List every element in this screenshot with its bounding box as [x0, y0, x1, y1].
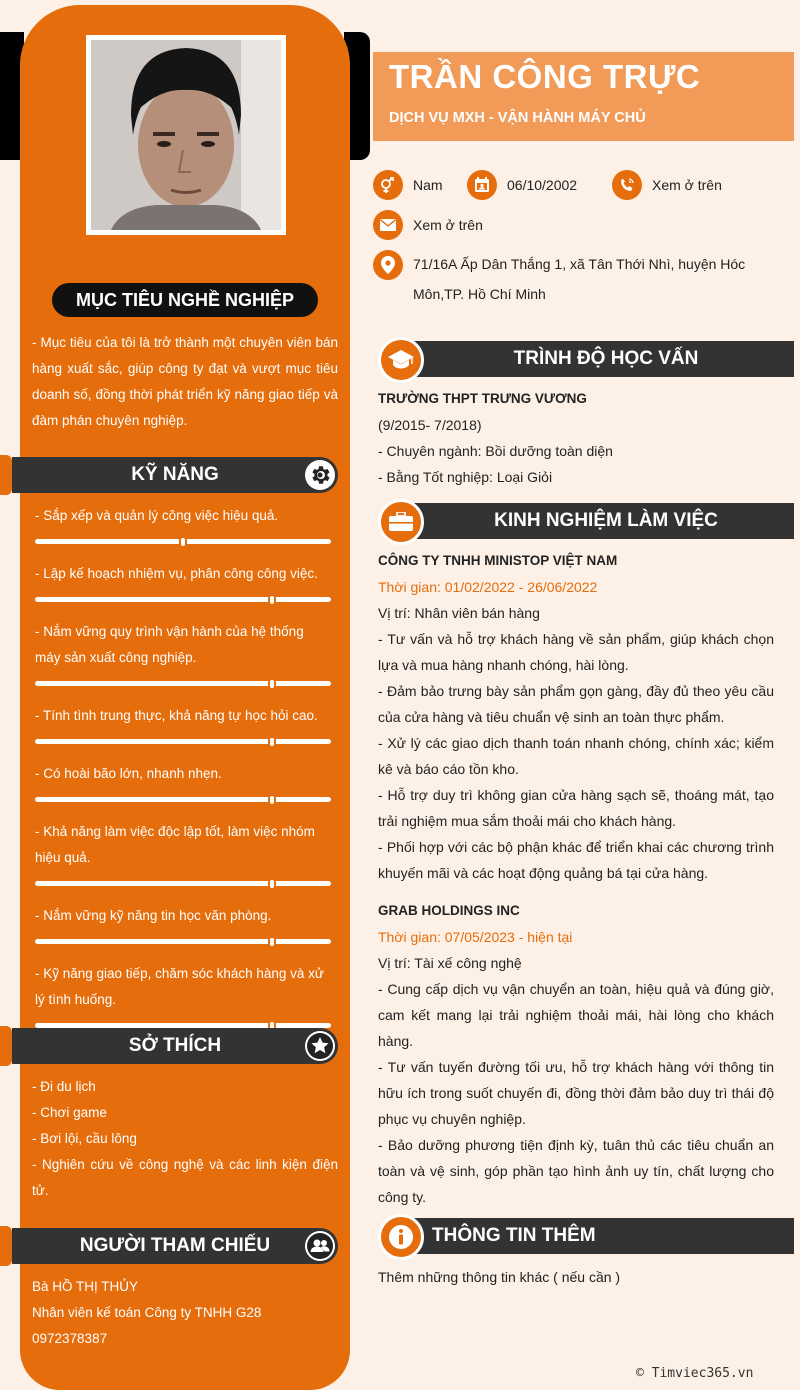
phone-value: Xem ở trên — [652, 177, 722, 193]
contact-birthday — [467, 170, 577, 200]
job-duty: - Bảo dưỡng phương tiện định kỳ, tuân thủ các tiêu chuẩn an toàn và vệ sinh, góp phần tạo hình ảnh uy tín, chất lượng cho công ty. — [378, 1137, 774, 1205]
skill-bar — [35, 539, 331, 544]
skill-label: - Kỹ năng giao tiếp, chăm sóc khách hàng và xử lý tình huống. — [35, 966, 324, 1007]
job-duty: - Hỗ trợ duy trì không gian cửa hàng sạch sẽ, thoáng mát, tạo trải nghiệm mua sắm thoải mái cho khách hàng. — [378, 787, 774, 829]
extra-title: THÔNG TIN THÊM — [398, 1218, 794, 1254]
references-title: NGƯỜI THAM CHIẾU — [79, 1235, 271, 1256]
graduation-cap-icon — [378, 337, 424, 383]
experience-heading — [378, 501, 794, 539]
skill-label: - Lập kế hoạch nhiệm vụ, phân công công việc. — [35, 566, 318, 581]
skill-label: - Sắp xếp và quản lý công việc hiệu quả. — [35, 508, 279, 523]
skill-label: - Có hoài bão lớn, nhanh nhẹn. — [35, 766, 222, 781]
skill-knob — [268, 878, 276, 890]
education-line: - Bằng Tốt nghiệp: Loại Giỏi — [378, 469, 553, 485]
education-period: (9/2015- 7/2018) — [378, 417, 482, 433]
hobby-item: - Bơi lội, cầu lông — [32, 1131, 137, 1146]
star-icon — [305, 1031, 335, 1061]
skill-knob — [179, 536, 187, 548]
school-name: TRƯỜNG THPT TRƯNG VƯƠNG — [378, 391, 587, 406]
job-period: Thời gian: 01/02/2022 - 26/06/2022 — [378, 579, 598, 595]
calendar-icon — [467, 170, 497, 200]
job-position: Vị trí: Nhân viên bán hàng — [378, 605, 540, 621]
skill-label: - Nắm vững quy trình vận hành của hệ thống máy sản xuất công nghiệp. — [35, 624, 304, 665]
references-heading — [12, 1228, 338, 1264]
hobby-item: - Nghiên cứu về công nghệ và các linh kiện điện tử. — [32, 1157, 338, 1198]
contact-phone — [612, 170, 722, 200]
skills-title: KỸ NĂNG — [131, 464, 219, 485]
company-name: CÔNG TY TNHH MINISTOP VIỆT NAM — [378, 553, 618, 568]
job-duty: - Phối hợp với các bộ phận khác để triển khai các chương trình khuyến mãi và các hoạt động quảng bá tại cửa hàng. — [378, 839, 774, 881]
skill-item — [35, 703, 331, 744]
full-name: TRẦN CÔNG TRỰC — [389, 58, 701, 95]
job-duty: - Tư vấn và hỗ trợ khách hàng về sản phẩm, giúp khách chọn lựa và mua hàng nhanh chóng, hài lòng. — [378, 631, 774, 673]
education-line: - Chuyên ngành: Bồi dưỡng toàn diện — [378, 443, 613, 459]
skill-bar — [35, 881, 331, 886]
hobbies-heading — [12, 1028, 338, 1064]
job-period: Thời gian: 07/05/2023 - hiện tại — [378, 929, 573, 945]
header-box — [373, 52, 794, 141]
skill-item — [35, 761, 331, 802]
extra-text: Thêm những thông tin khác ( nếu cần ) — [378, 1269, 621, 1285]
hobbies-title: SỞ THÍCH — [128, 1035, 222, 1056]
skill-knob — [268, 594, 276, 606]
skill-knob — [268, 678, 276, 690]
address-line2: Môn,TP. Hồ Chí Minh — [413, 286, 546, 302]
info-icon — [378, 1214, 424, 1260]
gender-value: Nam — [413, 177, 443, 193]
skill-label: - Nắm vững kỹ năng tin học văn phòng. — [35, 908, 272, 923]
people-icon — [305, 1231, 335, 1261]
hobby-item: - Chơi game — [32, 1105, 107, 1120]
skill-knob — [268, 736, 276, 748]
reference-phone: 0972378387 — [32, 1331, 108, 1346]
birthday-value: 06/10/2002 — [507, 177, 578, 193]
education-title: TRÌNH ĐỘ HỌC VẤN — [398, 341, 794, 377]
phone-icon — [612, 170, 642, 200]
references-block — [32, 1274, 338, 1352]
extra-heading — [378, 1216, 794, 1254]
skill-item — [35, 503, 331, 544]
hobbies-list — [32, 1074, 338, 1204]
job-title: DỊCH VỤ MXH - VẬN HÀNH MÁY CHỦ — [389, 110, 646, 126]
gender-icon — [373, 170, 403, 200]
contact-gender — [373, 170, 443, 200]
skill-label: - Khả năng làm việc độc lập tốt, làm việc nhóm hiệu quả. — [35, 824, 315, 865]
skills-heading — [12, 457, 338, 493]
briefcase-icon — [378, 499, 424, 545]
skill-label: - Tính tình trung thực, khả năng tự học hỏi cao. — [35, 708, 318, 723]
job-duty: - Đảm bảo trưng bày sản phẩm gọn gàng, đầy đủ theo yêu cầu của cửa hàng và tiêu chuẩn vệ sinh an toàn thực phẩm. — [378, 683, 774, 725]
skill-bar — [35, 681, 331, 686]
job-entry — [378, 898, 774, 1210]
education-content — [378, 386, 774, 490]
skill-item — [35, 903, 331, 944]
experience-title: KINH NGHIỆM LÀM VIỆC — [398, 503, 794, 539]
mail-icon — [373, 210, 403, 240]
skill-bar — [35, 939, 331, 944]
hobby-item: - Đi du lịch — [32, 1079, 96, 1094]
job-duty: - Xử lý các giao dịch thanh toán nhanh chóng, chính xác; kiểm kê và báo cáo tồn kho. — [378, 735, 774, 777]
section-tab — [0, 1226, 12, 1266]
goal-heading: MỤC TIÊU NGHỀ NGHIỆP — [52, 283, 318, 317]
skill-knob — [268, 936, 276, 948]
skill-item — [35, 961, 331, 1028]
job-duty: - Cung cấp dịch vụ vận chuyển an toàn, hiệu quả và đúng giờ, cam kết mang lại trải nghiệm thoải mái, hài lòng cho khách hàng. — [378, 981, 774, 1049]
reference-name: Bà HỒ THỊ THỦY — [32, 1279, 139, 1294]
skill-bar — [35, 739, 331, 744]
goal-text: - Mục tiêu của tôi là trở thành một chuyên viên bán hàng xuất sắc, giúp công ty đạt và vượt mục tiêu doanh số, đồng thời phát triển kỹ năng giao tiếp và đàm phán chuyên nghiệp. — [32, 335, 338, 428]
skill-item — [35, 819, 331, 886]
location-pin-icon — [373, 250, 403, 280]
reference-position: Nhân viên kế toán Công ty TNHH G28 — [32, 1305, 262, 1320]
section-tab — [0, 455, 12, 495]
education-heading — [378, 339, 794, 377]
email-value: Xem ở trên — [413, 217, 483, 233]
section-tab — [0, 1026, 12, 1066]
skill-item — [35, 561, 331, 602]
skill-item — [35, 619, 331, 686]
job-position: Vị trí: Tài xế công nghệ — [378, 955, 522, 971]
job-duty: - Tư vấn tuyến đường tối ưu, hỗ trợ khách hàng với thông tin hữu ích trong suốt chuyến đi, đồng thời đảm bảo duy trì thái độ phục vụ chuyên nghiệp. — [378, 1059, 774, 1127]
company-name: GRAB HOLDINGS INC — [378, 903, 520, 918]
address-line1: 71/16A Ấp Dân Thắng 1, xã Tân Thới Nhì, huyện Hóc — [413, 256, 746, 272]
contact-address — [373, 250, 745, 309]
gear-icon — [305, 460, 335, 490]
avatar — [86, 35, 286, 235]
skill-bar — [35, 597, 331, 602]
footer-credit: © Timviec365.vn — [636, 1366, 754, 1381]
skill-knob — [268, 794, 276, 806]
job-entry — [378, 548, 774, 886]
skill-bar — [35, 797, 331, 802]
contact-email — [373, 210, 483, 240]
skills-list — [35, 503, 331, 1045]
